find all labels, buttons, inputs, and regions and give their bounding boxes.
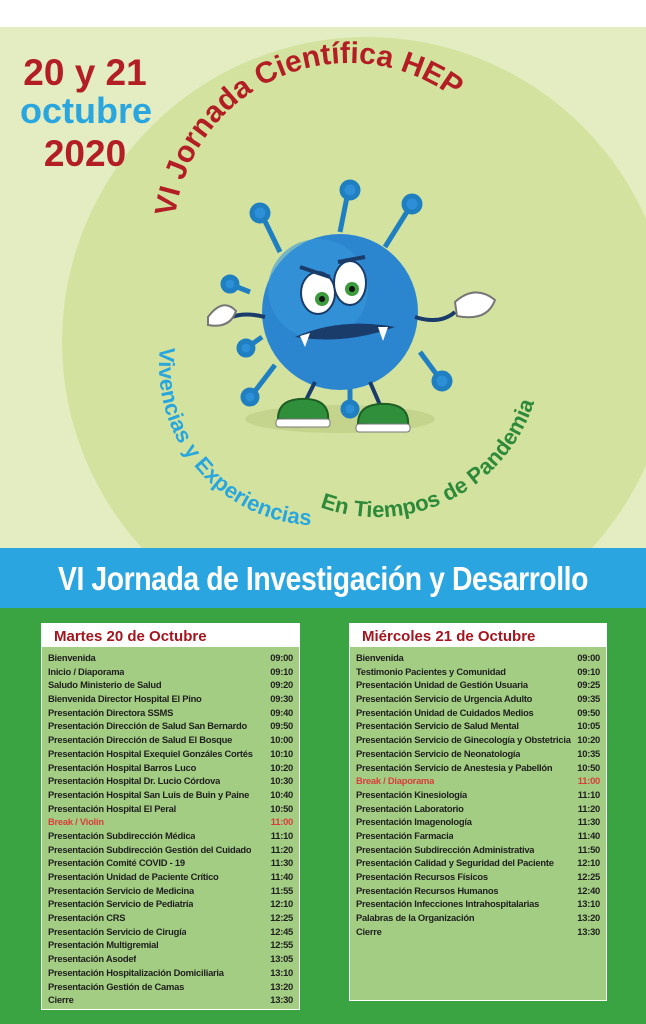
session-time: 11:30 <box>577 816 600 828</box>
session-time: 11:00 <box>577 775 600 787</box>
banner-title: VI Jornada de Investigación y Desarrollo <box>57 560 589 597</box>
session-time: 10:40 <box>270 788 293 800</box>
schedule-row-break <box>48 815 293 829</box>
schedule-row <box>356 897 600 911</box>
session-name: Presentación Hospital San Luis de Buin y Paine <box>48 788 250 800</box>
schedule-row <box>356 856 600 870</box>
session-name: Presentación Unidad de Paciente Crítico <box>48 871 219 882</box>
session-time: 09:10 <box>270 665 293 677</box>
schedule-row <box>356 719 600 733</box>
schedule-row <box>48 856 293 870</box>
session-time: 11:50 <box>577 843 600 855</box>
session-name: Presentación Hospitalización Domiciliaria <box>48 966 224 978</box>
schedule-row <box>356 706 600 720</box>
session-name: Presentación Servicio de Urgencia Adulto <box>356 693 533 705</box>
session-name: Presentación Dirección de Salud El Bosque <box>48 734 233 746</box>
session-time: 10:50 <box>270 802 293 814</box>
schedule-row <box>48 747 293 761</box>
session-time: 11:30 <box>270 857 293 869</box>
session-name: Bienvenida <box>356 652 404 663</box>
schedule-row <box>48 788 293 802</box>
session-name: Presentación Dirección de Salud San Bernardo <box>48 720 247 732</box>
schedule-row <box>48 692 293 706</box>
schedule-row <box>48 678 293 692</box>
schedule-row <box>356 692 600 706</box>
schedule-row <box>48 733 293 747</box>
session-time: 11:10 <box>577 788 600 800</box>
session-name: Bienvenida Director Hospital El Pino <box>48 693 202 705</box>
session-name: Presentación Hospital El Peral <box>48 802 176 814</box>
session-time: 13:05 <box>270 953 293 965</box>
session-name: Presentación Servicio de Ginecología y Obstetricia <box>356 734 571 746</box>
session-name: Bienvenida <box>48 652 96 663</box>
session-name: Presentación Servicio de Anestesia y Pabellón <box>356 761 553 773</box>
session-time: 11:40 <box>577 829 600 841</box>
session-name: Presentación Farmacia <box>356 829 454 841</box>
session-name: Presentación Hospital Barros Luco <box>48 761 197 773</box>
session-name: Presentación CRS <box>48 912 126 924</box>
session-time: 10:35 <box>577 747 600 759</box>
schedule-row <box>48 993 293 1007</box>
session-name: Inicio / Diaporama <box>48 665 125 677</box>
session-time: 12:55 <box>270 939 293 951</box>
session-time: 12:10 <box>577 857 600 869</box>
session-name: Presentación Kinesiología <box>356 788 467 800</box>
session-time: 12:25 <box>577 871 600 882</box>
session-time: 09:00 <box>270 652 293 663</box>
session-time: 09:40 <box>270 706 293 718</box>
schedule-card-day1 <box>41 623 300 1010</box>
session-name: Presentación Gestión de Camas <box>48 980 185 992</box>
session-time: 11:20 <box>577 802 600 814</box>
session-name: Break / Diaporama <box>356 775 435 787</box>
session-time: 13:10 <box>577 898 600 910</box>
session-time: 10:20 <box>270 761 293 773</box>
session-name: Presentación Calidad y Seguridad del Paciente <box>356 857 554 869</box>
session-name: Presentación Multigremial <box>48 939 159 951</box>
session-time: 11:40 <box>270 871 293 882</box>
session-time: 12:10 <box>270 898 293 910</box>
session-time: 09:00 <box>577 652 600 663</box>
schedule-row <box>48 925 293 939</box>
session-time: 11:00 <box>270 816 293 828</box>
session-time: 12:40 <box>577 884 600 896</box>
session-time: 09:35 <box>577 693 600 705</box>
session-name: Presentación Comité COVID - 19 <box>48 857 185 869</box>
session-name: Testimonio Pacientes y Comunidad <box>356 665 506 677</box>
schedule-row <box>48 938 293 952</box>
session-name: Presentación Laboratorio <box>356 802 464 814</box>
schedule-row <box>356 884 600 898</box>
session-time: 11:10 <box>270 829 293 841</box>
session-name: Presentación Recursos Humanos <box>356 884 499 896</box>
arc-subtitle-1: Vivencias y Experiencias <box>153 346 313 531</box>
session-time: 13:10 <box>270 966 293 978</box>
schedule-row <box>48 870 293 884</box>
session-time: 09:20 <box>270 679 293 691</box>
session-time: 10:20 <box>577 734 600 746</box>
schedule-row <box>48 843 293 857</box>
session-name: Presentación Servicio de Neonatología <box>356 747 521 759</box>
session-time: 10:00 <box>270 734 293 746</box>
session-name: Presentación Hospital Dr. Lucio Córdova <box>48 775 221 787</box>
session-time: 09:10 <box>577 665 600 677</box>
session-time: 10:30 <box>270 775 293 787</box>
schedule-row <box>48 665 293 679</box>
date-line-year: 2020 <box>43 133 127 174</box>
session-name: Palabras de la Organización <box>356 912 475 924</box>
schedule-row <box>356 829 600 843</box>
session-name: Presentación Directora SSMS <box>48 706 174 718</box>
session-name: Presentación Infecciones Intrahospitalarias <box>356 898 540 910</box>
schedule-card-day2 <box>349 623 607 1001</box>
day-title: Miércoles 21 de Octubre <box>350 624 606 647</box>
session-time: 09:50 <box>577 706 600 718</box>
session-time: 11:20 <box>270 843 293 855</box>
schedule-row <box>356 761 600 775</box>
session-time: 09:25 <box>577 679 600 691</box>
session-time: 11:55 <box>270 884 293 896</box>
session-time: 13:30 <box>577 925 600 937</box>
arc-title: VI Jornada Científica HEP <box>149 36 469 219</box>
session-name: Cierre <box>356 925 382 937</box>
schedule-row <box>48 651 293 665</box>
day-title: Martes 20 de Octubre <box>42 624 299 647</box>
schedule-row <box>48 774 293 788</box>
schedule-row <box>356 678 600 692</box>
session-name: Presentación Servicio de Medicina <box>48 884 194 896</box>
schedule-row <box>48 761 293 775</box>
schedule-row <box>356 747 600 761</box>
session-time: 09:50 <box>270 720 293 732</box>
session-name: Presentación Subdirección Gestión del Cuidado <box>48 843 252 855</box>
schedule-row <box>48 980 293 994</box>
schedule-row <box>48 829 293 843</box>
session-time: 10:50 <box>577 761 600 773</box>
session-name: Presentación Asodef <box>48 953 137 965</box>
session-name: Presentación Imagenología <box>356 816 472 828</box>
session-name: Presentación Unidad de Cuidados Medios <box>356 706 534 718</box>
schedule-row <box>356 802 600 816</box>
schedule-row <box>356 815 600 829</box>
schedule-row <box>48 952 293 966</box>
session-name: Presentación Recursos Físicos <box>356 871 488 882</box>
schedule-row <box>48 884 293 898</box>
session-time: 13:20 <box>577 912 600 924</box>
session-time: 09:30 <box>270 693 293 705</box>
session-time: 13:30 <box>270 994 293 1006</box>
header-section <box>0 27 646 548</box>
schedule-row <box>48 966 293 980</box>
schedule-row <box>48 802 293 816</box>
schedule-row <box>48 706 293 720</box>
session-name: Presentación Servicio de Cirugía <box>48 925 187 937</box>
schedule-list <box>350 647 606 938</box>
schedule-row-break <box>356 774 600 788</box>
session-name: Presentación Servicio de Pediatría <box>48 898 194 910</box>
schedule-row <box>356 911 600 925</box>
date-line-days: 20 y 21 <box>23 52 147 93</box>
schedule-row <box>48 897 293 911</box>
arc-subtitle-2: En Tiempos de Pandemia <box>318 395 540 523</box>
session-name: Cierre <box>48 994 74 1006</box>
session-name: Presentación Subdirección Médica <box>48 829 196 841</box>
schedule-row <box>356 651 600 665</box>
session-time: 12:45 <box>270 925 293 937</box>
date-line-month: octubre <box>20 90 153 131</box>
session-time: 10:10 <box>270 747 293 759</box>
schedule-row <box>48 719 293 733</box>
schedule-row <box>356 843 600 857</box>
session-time: 12:25 <box>270 912 293 924</box>
schedule-row <box>356 925 600 939</box>
schedule-row <box>356 788 600 802</box>
session-time: 13:20 <box>270 980 293 992</box>
session-name: Presentación Unidad de Gestión Usuaria <box>356 679 528 691</box>
session-name: Saludo Ministerio de Salud <box>48 679 162 691</box>
schedule-list <box>42 647 299 1007</box>
session-name: Presentación Servicio de Salud Mental <box>356 720 519 732</box>
schedule-row <box>356 665 600 679</box>
session-time: 10:05 <box>577 720 600 732</box>
session-name: Presentación Hospital Exequiel Gonzáles Cortés <box>48 747 253 759</box>
schedule-row <box>356 870 600 884</box>
schedule-row <box>48 911 293 925</box>
session-name: Presentación Subdirección Administrativa <box>356 843 535 855</box>
session-name: Break / Violín <box>48 816 104 828</box>
schedule-row <box>356 733 600 747</box>
